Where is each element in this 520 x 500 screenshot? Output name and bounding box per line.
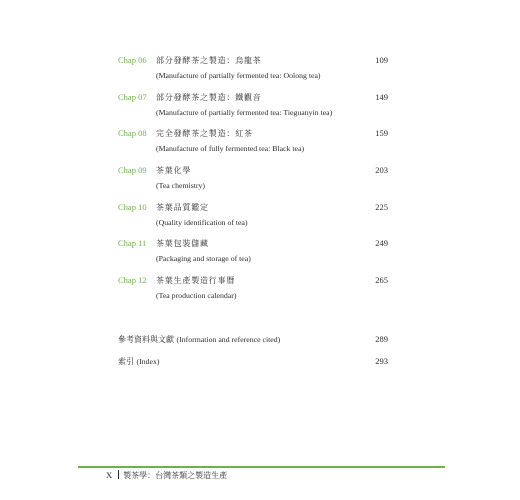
chapter-title-en: (Quality identification of tea) bbox=[156, 218, 248, 227]
chapter-label: Chap 08 bbox=[118, 128, 147, 138]
page-number: 109 bbox=[375, 55, 388, 65]
chapter-title-en: (Manufacture of partially fermented tea: Tieguanyin tea) bbox=[156, 108, 333, 117]
chapter-title-en: (Tea chemistry) bbox=[156, 181, 206, 190]
toc-entry-index bbox=[118, 356, 388, 370]
toc-entry-references bbox=[118, 334, 388, 348]
chapter-title-zh: 茶葉化學 bbox=[156, 166, 192, 175]
toc-entry-chap-09 bbox=[118, 165, 388, 197]
toc-entry-chap-06 bbox=[118, 55, 388, 87]
page-number: 265 bbox=[375, 275, 388, 285]
page-number: 293 bbox=[375, 356, 388, 366]
page-number: 249 bbox=[375, 238, 388, 248]
footer-book-title: 製茶學：台灣茶類之製造生產 bbox=[123, 471, 228, 480]
chapter-title-en: (Manufacture of fully fermented tea: Black tea) bbox=[156, 144, 305, 153]
toc-entry-chap-11 bbox=[118, 238, 388, 270]
chapter-title-zh: 部分發酵茶之製造：烏龍茶 bbox=[156, 56, 262, 65]
page-footer bbox=[106, 470, 227, 481]
chapter-title-en: (Tea production calendar) bbox=[156, 291, 237, 300]
chapter-label: Chap 09 bbox=[118, 165, 147, 175]
chapter-title-en: (Packaging and storage of tea) bbox=[156, 254, 251, 263]
references-title bbox=[118, 334, 280, 345]
chapter-title-zh: 完全發酵茶之製造：紅茶 bbox=[156, 129, 253, 138]
chapter-label: Chap 10 bbox=[118, 202, 147, 212]
footer-page-number: X bbox=[106, 470, 113, 480]
page-number: 289 bbox=[375, 334, 388, 344]
page-number: 159 bbox=[375, 128, 388, 138]
chapter-label: Chap 11 bbox=[118, 238, 147, 248]
chapter-title-zh: 茶葉品質鑑定 bbox=[156, 203, 209, 212]
toc-entry-chap-07 bbox=[118, 92, 388, 124]
references-title-zh: 參考資料與文獻 bbox=[118, 335, 174, 344]
page-number: 149 bbox=[375, 92, 388, 102]
chapter-label: Chap 06 bbox=[118, 55, 147, 65]
chapter-label: Chap 12 bbox=[118, 275, 147, 285]
chapter-title-zh: 茶葉生產製造行事曆 bbox=[156, 276, 236, 285]
toc-entry-chap-08 bbox=[118, 128, 388, 160]
index-title bbox=[118, 356, 160, 367]
footer-separator bbox=[118, 470, 119, 479]
chapter-label: Chap 07 bbox=[118, 92, 147, 102]
references-title-en: (Information and reference cited) bbox=[176, 335, 281, 344]
chapter-title-en: (Manufacture of partially fermented tea: Oolong tea) bbox=[156, 71, 321, 80]
page-number: 203 bbox=[375, 165, 388, 175]
chapter-title-zh: 茶葉包裝儲藏 bbox=[156, 239, 209, 248]
footer-divider bbox=[78, 466, 445, 468]
index-title-en: (Index) bbox=[136, 357, 160, 366]
chapter-title-zh: 部分發酵茶之製造：鐵觀音 bbox=[156, 93, 262, 102]
toc-entry-chap-12 bbox=[118, 275, 388, 307]
page-number: 225 bbox=[375, 202, 388, 212]
index-title-zh: 索引 bbox=[118, 357, 134, 366]
toc-entry-chap-10 bbox=[118, 202, 388, 234]
